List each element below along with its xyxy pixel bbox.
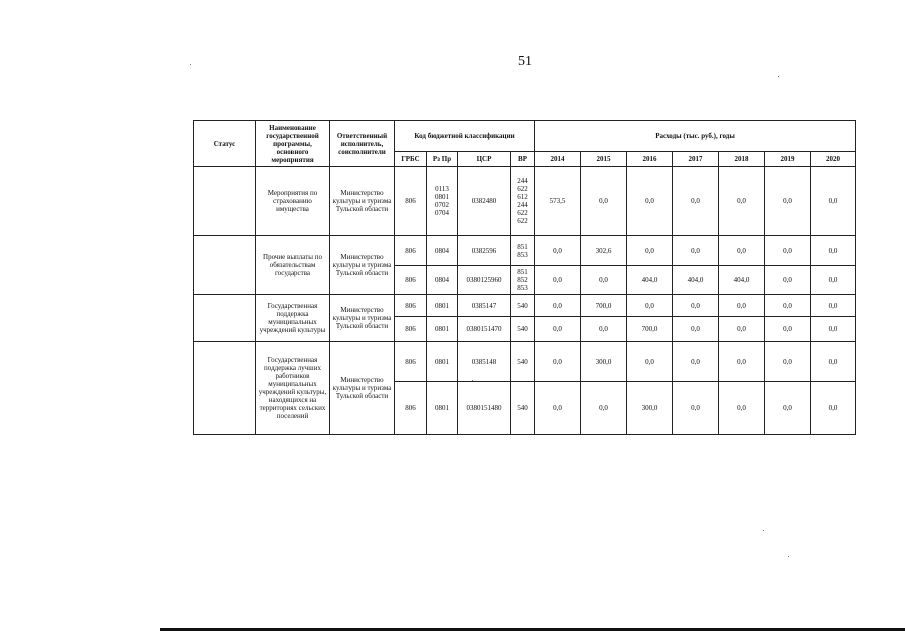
- value-cell: 0,0: [719, 382, 765, 435]
- status-cell: [194, 295, 256, 342]
- rz-pr-cell: 0801: [427, 382, 458, 435]
- value-cell: 0,0: [535, 266, 581, 295]
- value-cell: 0,0: [811, 167, 856, 236]
- value-cell: 0,0: [719, 167, 765, 236]
- rz-pr-value: 0704: [435, 209, 449, 217]
- vr-value: 244: [517, 177, 528, 185]
- rz-pr-cell: 0801: [427, 342, 458, 382]
- program-name-cell: Государственная поддержка лучших работников муниципальных учреждений культуры, находящихся на территориях сельских поселений: [256, 342, 330, 435]
- scan-speck: [788, 556, 789, 557]
- value-cell: 573,5: [535, 167, 581, 236]
- vr-value: 622: [517, 217, 528, 225]
- grbs-cell: 806: [395, 266, 427, 295]
- value-cell: 0,0: [765, 236, 811, 266]
- value-cell: 0,0: [765, 295, 811, 317]
- value-cell: 0,0: [673, 236, 719, 266]
- vr-cell: [511, 167, 535, 236]
- value-cell: 0,0: [719, 295, 765, 317]
- table-row: [194, 167, 856, 236]
- value-cell: 300,0: [581, 342, 627, 382]
- value-cell: 700,0: [581, 295, 627, 317]
- page-number: 51: [518, 54, 532, 69]
- value-cell: 0,0: [811, 382, 856, 435]
- rz-pr-cell: 0804: [427, 236, 458, 266]
- header-grbs: ГРБС: [395, 152, 427, 167]
- executor-cell: Министерство культуры и туризма Тульской области: [330, 342, 395, 435]
- value-cell: 0,0: [811, 236, 856, 266]
- scan-speck: [472, 380, 473, 381]
- csr-cell: 0385148: [458, 342, 511, 382]
- value-cell: 0,0: [673, 342, 719, 382]
- header-csr: ЦСР: [458, 152, 511, 167]
- value-cell: 302,6: [581, 236, 627, 266]
- value-cell: 404,0: [719, 266, 765, 295]
- scan-speck: [763, 530, 764, 531]
- value-cell: 0,0: [627, 167, 673, 236]
- header-vr: ВР: [511, 152, 535, 167]
- vr-value: 244: [517, 201, 528, 209]
- value-cell: 0,0: [581, 167, 627, 236]
- value-cell: 0,0: [765, 382, 811, 435]
- executor-cell: Министерство культуры и туризма Тульской области: [330, 236, 395, 295]
- rz-pr-cell: 0804: [427, 266, 458, 295]
- value-cell: 300,0: [627, 382, 673, 435]
- header-program-name: Наименование государственной программы, основного мероприятия: [256, 121, 330, 167]
- status-cell: [194, 236, 256, 295]
- csr-cell: 0382596: [458, 236, 511, 266]
- csr-cell: 0380125960: [458, 266, 511, 295]
- value-cell: 0,0: [627, 236, 673, 266]
- header-year: 2016: [627, 152, 673, 167]
- header-status: Статус: [194, 121, 256, 167]
- value-cell: 0,0: [673, 295, 719, 317]
- executor-cell: Министерство культуры и туризма Тульской области: [330, 167, 395, 236]
- value-cell: 0,0: [535, 317, 581, 342]
- header-year: 2018: [719, 152, 765, 167]
- vr-cell: 540: [511, 295, 535, 317]
- value-cell: 0,0: [673, 167, 719, 236]
- value-cell: 0,0: [627, 342, 673, 382]
- value-cell: 0,0: [719, 236, 765, 266]
- vr-cell: 540: [511, 317, 535, 342]
- vr-value: 622: [517, 185, 528, 193]
- value-cell: 0,0: [673, 382, 719, 435]
- grbs-cell: 806: [395, 236, 427, 266]
- table-row: [194, 342, 856, 382]
- value-cell: 0,0: [673, 317, 719, 342]
- value-cell: 0,0: [765, 342, 811, 382]
- value-cell: 0,0: [581, 266, 627, 295]
- value-cell: 700,0: [627, 317, 673, 342]
- grbs-cell: 806: [395, 342, 427, 382]
- header-year: 2019: [765, 152, 811, 167]
- value-cell: 0,0: [811, 342, 856, 382]
- budget-table: [193, 120, 856, 435]
- program-name-cell: Прочие выплаты по обязательствам государства: [256, 236, 330, 295]
- csr-cell: 0385147: [458, 295, 511, 317]
- status-cell: [194, 342, 256, 435]
- grbs-cell: 806: [395, 295, 427, 317]
- value-cell: 0,0: [765, 266, 811, 295]
- value-cell: 0,0: [535, 295, 581, 317]
- vr-value: 853: [517, 250, 528, 259]
- scan-speck: [190, 64, 191, 65]
- bottom-rule: [160, 628, 905, 631]
- vr-value: 852: [517, 276, 528, 284]
- csr-cell: 0380151470: [458, 317, 511, 342]
- value-cell: 0,0: [811, 317, 856, 342]
- value-cell: 0,0: [719, 342, 765, 382]
- value-cell: 0,0: [535, 236, 581, 266]
- vr-cell: 540: [511, 342, 535, 382]
- value-cell: 0,0: [535, 382, 581, 435]
- header-year: 2014: [535, 152, 581, 167]
- grbs-cell: 806: [395, 317, 427, 342]
- rz-pr-value: 0801: [435, 193, 449, 201]
- program-name-cell: Государственная поддержка муниципальных учреждений культуры: [256, 295, 330, 342]
- value-cell: 0,0: [811, 266, 856, 295]
- header-code-group: Код бюджетной классификации: [395, 121, 535, 152]
- rz-pr-value: 0113: [435, 185, 449, 193]
- header-rz-pr: Рз Пр: [427, 152, 458, 167]
- rz-pr-cell: 0801: [427, 295, 458, 317]
- value-cell: 404,0: [673, 266, 719, 295]
- csr-cell: 0380151480: [458, 382, 511, 435]
- header-executor: Ответственный исполнитель, соисполнители: [330, 121, 395, 167]
- header-year: 2017: [673, 152, 719, 167]
- vr-cell: 540: [511, 382, 535, 435]
- table-row: [194, 236, 856, 266]
- value-cell: 0,0: [535, 342, 581, 382]
- vr-cell: [511, 236, 535, 266]
- header-year: 2015: [581, 152, 627, 167]
- status-cell: [194, 167, 256, 236]
- vr-value: 851: [517, 242, 528, 251]
- vr-value: 612: [517, 193, 528, 201]
- vr-value: 622: [517, 209, 528, 217]
- csr-cell: 0382480: [458, 167, 511, 236]
- value-cell: 0,0: [765, 317, 811, 342]
- rz-pr-value: 0702: [435, 201, 449, 209]
- vr-cell: [511, 266, 535, 295]
- executor-cell: Министерство культуры и туризма Тульской области: [330, 295, 395, 342]
- program-name-cell: Мероприятия по страхованию имущества: [256, 167, 330, 236]
- grbs-cell: 806: [395, 167, 427, 236]
- value-cell: 0,0: [765, 167, 811, 236]
- vr-value: 851: [517, 268, 528, 276]
- value-cell: 404,0: [627, 266, 673, 295]
- grbs-cell: 806: [395, 382, 427, 435]
- header-year: 2020: [811, 152, 856, 167]
- vr-value: 853: [517, 284, 528, 292]
- value-cell: 0,0: [719, 317, 765, 342]
- rz-pr-cell: 0801: [427, 317, 458, 342]
- value-cell: 0,0: [581, 317, 627, 342]
- value-cell: 0,0: [627, 295, 673, 317]
- scan-speck: [778, 76, 779, 77]
- value-cell: 0,0: [811, 295, 856, 317]
- rz-pr-cell: [427, 167, 458, 236]
- table-row: [194, 295, 856, 317]
- header-expenses-group: Расходы (тыс. руб.), годы: [535, 121, 856, 152]
- value-cell: 0,0: [581, 382, 627, 435]
